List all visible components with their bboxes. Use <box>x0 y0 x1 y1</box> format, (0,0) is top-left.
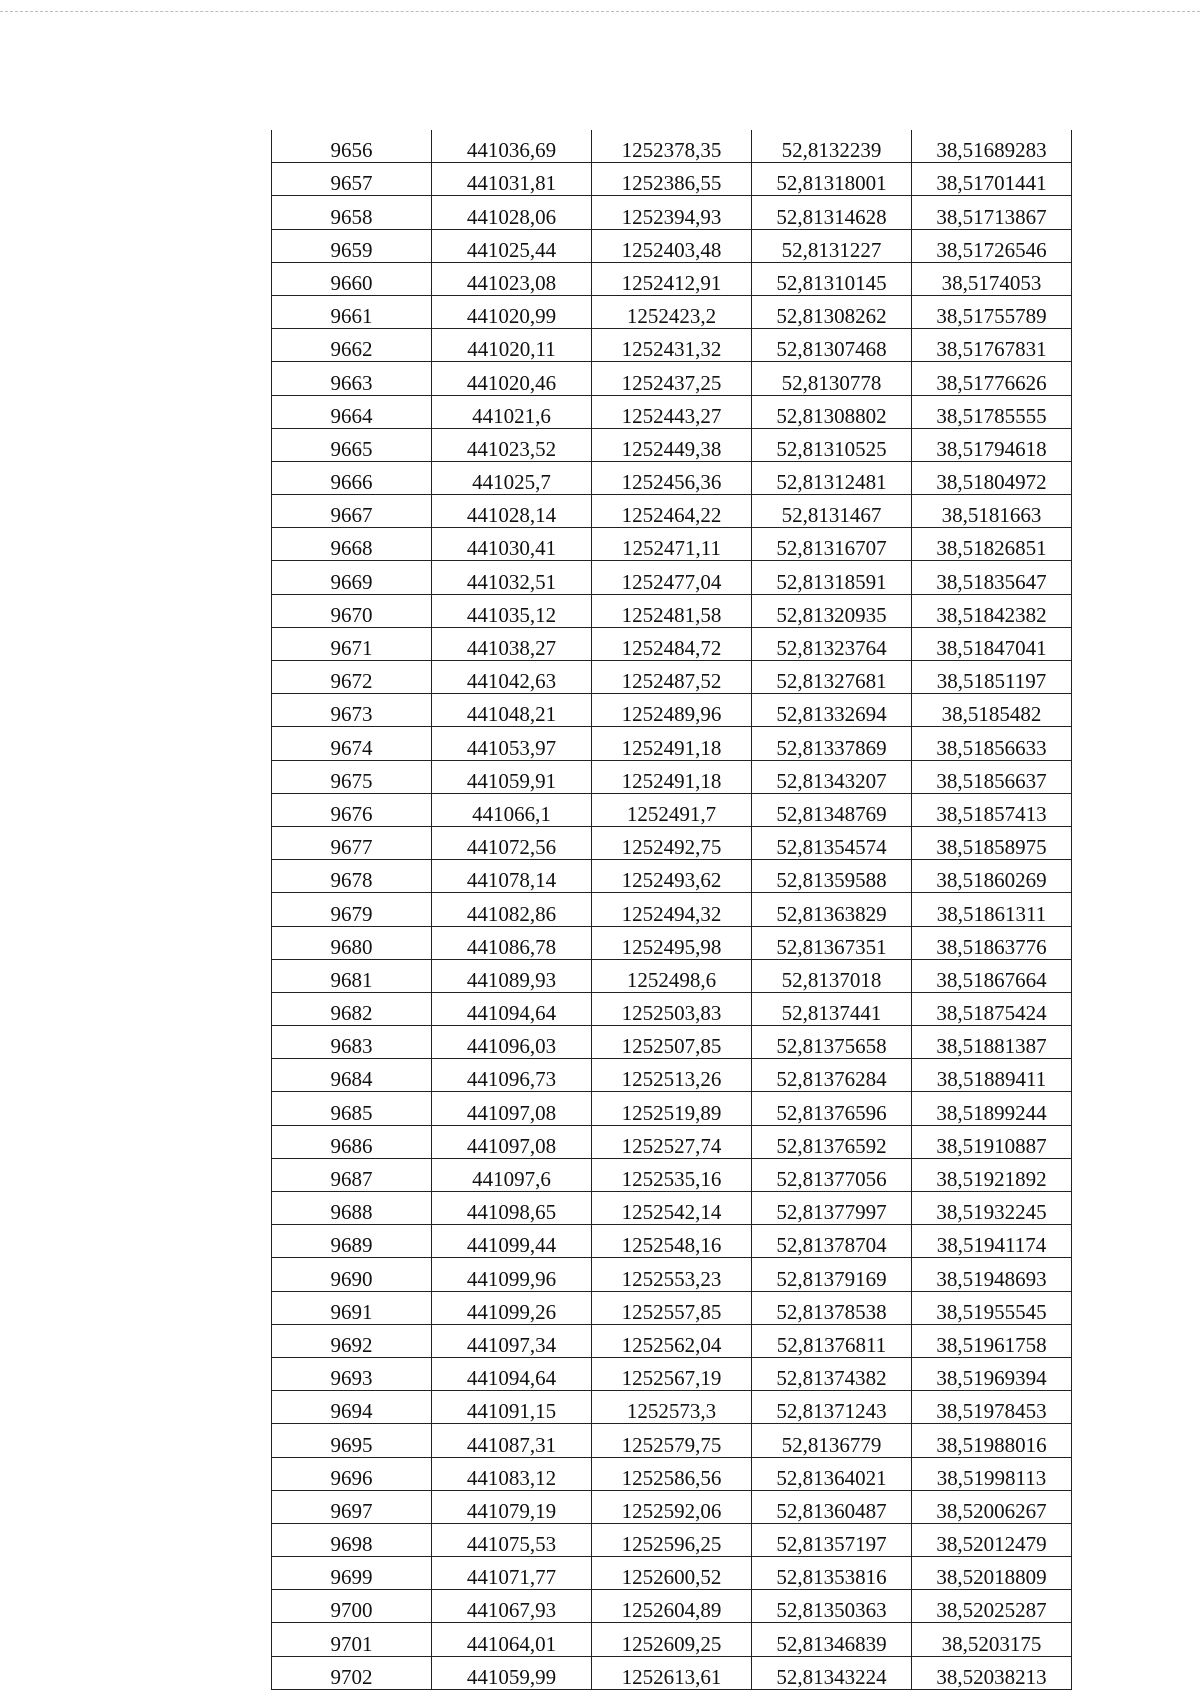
table-row <box>272 694 1072 727</box>
x-coordinate-cell: 441087,31 <box>432 1424 592 1457</box>
point-number-cell: 9687 <box>272 1158 432 1191</box>
longitude-cell: 38,51713867 <box>912 196 1072 229</box>
y-coordinate-cell: 1252449,38 <box>592 428 752 461</box>
table-row <box>272 528 1072 561</box>
table-row <box>272 1225 1072 1258</box>
y-coordinate-cell: 1252613,61 <box>592 1656 752 1689</box>
latitude-cell: 52,81371243 <box>752 1391 912 1424</box>
x-coordinate-cell: 441083,12 <box>432 1457 592 1490</box>
point-number-cell: 9693 <box>272 1357 432 1390</box>
table-row <box>272 1656 1072 1689</box>
latitude-cell: 52,81318001 <box>752 163 912 196</box>
x-coordinate-cell: 441064,01 <box>432 1623 592 1656</box>
point-number-cell: 9672 <box>272 661 432 694</box>
point-number-cell: 9656 <box>272 130 432 163</box>
point-number-cell: 9694 <box>272 1391 432 1424</box>
latitude-cell: 52,81364021 <box>752 1457 912 1490</box>
table-row <box>272 627 1072 660</box>
x-coordinate-cell: 441020,99 <box>432 295 592 328</box>
table-row <box>272 561 1072 594</box>
x-coordinate-cell: 441079,19 <box>432 1490 592 1523</box>
point-number-cell: 9675 <box>272 760 432 793</box>
point-number-cell: 9702 <box>272 1656 432 1689</box>
x-coordinate-cell: 441091,15 <box>432 1391 592 1424</box>
longitude-cell: 38,51776626 <box>912 362 1072 395</box>
point-number-cell: 9681 <box>272 959 432 992</box>
x-coordinate-cell: 441097,08 <box>432 1125 592 1158</box>
table-row <box>272 1026 1072 1059</box>
longitude-cell: 38,51921892 <box>912 1158 1072 1191</box>
longitude-cell: 38,51804972 <box>912 461 1072 494</box>
y-coordinate-cell: 1252443,27 <box>592 395 752 428</box>
point-number-cell: 9684 <box>272 1059 432 1092</box>
x-coordinate-cell: 441094,64 <box>432 1357 592 1390</box>
table-row <box>272 1490 1072 1523</box>
table-row <box>272 461 1072 494</box>
table-row <box>272 1059 1072 1092</box>
latitude-cell: 52,8137018 <box>752 959 912 992</box>
latitude-cell: 52,81367351 <box>752 926 912 959</box>
longitude-cell: 38,51755789 <box>912 295 1072 328</box>
x-coordinate-cell: 441020,46 <box>432 362 592 395</box>
latitude-cell: 52,81332694 <box>752 694 912 727</box>
point-number-cell: 9696 <box>272 1457 432 1490</box>
x-coordinate-cell: 441072,56 <box>432 826 592 859</box>
latitude-cell: 52,81314628 <box>752 196 912 229</box>
point-number-cell: 9663 <box>272 362 432 395</box>
x-coordinate-cell: 441025,44 <box>432 229 592 262</box>
longitude-cell: 38,51861311 <box>912 893 1072 926</box>
x-coordinate-cell: 441082,86 <box>432 893 592 926</box>
table-row <box>272 1158 1072 1191</box>
latitude-cell: 52,81327681 <box>752 661 912 694</box>
x-coordinate-cell: 441035,12 <box>432 594 592 627</box>
point-number-cell: 9676 <box>272 793 432 826</box>
latitude-cell: 52,81376592 <box>752 1125 912 1158</box>
y-coordinate-cell: 1252527,74 <box>592 1125 752 1158</box>
latitude-cell: 52,81376284 <box>752 1059 912 1092</box>
table-row <box>272 196 1072 229</box>
point-number-cell: 9665 <box>272 428 432 461</box>
longitude-cell: 38,51955545 <box>912 1291 1072 1324</box>
table-row <box>272 229 1072 262</box>
x-coordinate-cell: 441059,91 <box>432 760 592 793</box>
point-number-cell: 9660 <box>272 262 432 295</box>
table-row <box>272 1457 1072 1490</box>
longitude-cell: 38,51899244 <box>912 1092 1072 1125</box>
x-coordinate-cell: 441096,73 <box>432 1059 592 1092</box>
point-number-cell: 9674 <box>272 727 432 760</box>
point-number-cell: 9670 <box>272 594 432 627</box>
longitude-cell: 38,51826851 <box>912 528 1072 561</box>
longitude-cell: 38,51998113 <box>912 1457 1072 1490</box>
latitude-cell: 52,81374382 <box>752 1357 912 1390</box>
latitude-cell: 52,81318591 <box>752 561 912 594</box>
table-row <box>272 893 1072 926</box>
point-number-cell: 9690 <box>272 1258 432 1291</box>
latitude-cell: 52,81323764 <box>752 627 912 660</box>
point-number-cell: 9688 <box>272 1192 432 1225</box>
table-row <box>272 1590 1072 1623</box>
table-row <box>272 1092 1072 1125</box>
y-coordinate-cell: 1252557,85 <box>592 1291 752 1324</box>
longitude-cell: 38,51932245 <box>912 1192 1072 1225</box>
longitude-cell: 38,51988016 <box>912 1424 1072 1457</box>
y-coordinate-cell: 1252423,2 <box>592 295 752 328</box>
table-row <box>272 1291 1072 1324</box>
x-coordinate-cell: 441099,96 <box>432 1258 592 1291</box>
latitude-cell: 52,81363829 <box>752 893 912 926</box>
longitude-cell: 38,51860269 <box>912 860 1072 893</box>
table-row <box>272 1357 1072 1390</box>
x-coordinate-cell: 441097,34 <box>432 1324 592 1357</box>
latitude-cell: 52,81320935 <box>752 594 912 627</box>
x-coordinate-cell: 441023,52 <box>432 428 592 461</box>
y-coordinate-cell: 1252437,25 <box>592 362 752 395</box>
point-number-cell: 9668 <box>272 528 432 561</box>
x-coordinate-cell: 441098,65 <box>432 1192 592 1225</box>
point-number-cell: 9678 <box>272 860 432 893</box>
longitude-cell: 38,51767831 <box>912 329 1072 362</box>
point-number-cell: 9677 <box>272 826 432 859</box>
longitude-cell: 38,51941174 <box>912 1225 1072 1258</box>
latitude-cell: 52,81378538 <box>752 1291 912 1324</box>
x-coordinate-cell: 441078,14 <box>432 860 592 893</box>
table-row <box>272 163 1072 196</box>
y-coordinate-cell: 1252431,32 <box>592 329 752 362</box>
y-coordinate-cell: 1252579,75 <box>592 1424 752 1457</box>
latitude-cell: 52,81357197 <box>752 1523 912 1556</box>
longitude-cell: 38,51726546 <box>912 229 1072 262</box>
x-coordinate-cell: 441025,7 <box>432 461 592 494</box>
table-row <box>272 1623 1072 1656</box>
y-coordinate-cell: 1252491,18 <box>592 760 752 793</box>
latitude-cell: 52,81307468 <box>752 329 912 362</box>
latitude-cell: 52,8131467 <box>752 495 912 528</box>
longitude-cell: 38,51856637 <box>912 760 1072 793</box>
latitude-cell: 52,81350363 <box>752 1590 912 1623</box>
x-coordinate-cell: 441053,97 <box>432 727 592 760</box>
longitude-cell: 38,51881387 <box>912 1026 1072 1059</box>
latitude-cell: 52,81359588 <box>752 860 912 893</box>
table-row <box>272 395 1072 428</box>
longitude-cell: 38,51910887 <box>912 1125 1072 1158</box>
latitude-cell: 52,8130778 <box>752 362 912 395</box>
y-coordinate-cell: 1252403,48 <box>592 229 752 262</box>
x-coordinate-cell: 441028,06 <box>432 196 592 229</box>
y-coordinate-cell: 1252489,96 <box>592 694 752 727</box>
y-coordinate-cell: 1252600,52 <box>592 1557 752 1590</box>
y-coordinate-cell: 1252542,14 <box>592 1192 752 1225</box>
point-number-cell: 9671 <box>272 627 432 660</box>
table-row <box>272 1125 1072 1158</box>
y-coordinate-cell: 1252513,26 <box>592 1059 752 1092</box>
point-number-cell: 9699 <box>272 1557 432 1590</box>
latitude-cell: 52,81378704 <box>752 1225 912 1258</box>
table-row <box>272 495 1072 528</box>
table-row <box>272 1192 1072 1225</box>
longitude-cell: 38,51969394 <box>912 1357 1072 1390</box>
latitude-cell: 52,81353816 <box>752 1557 912 1590</box>
table-row <box>272 1258 1072 1291</box>
longitude-cell: 38,51858975 <box>912 826 1072 859</box>
longitude-cell: 38,5203175 <box>912 1623 1072 1656</box>
y-coordinate-cell: 1252586,56 <box>592 1457 752 1490</box>
longitude-cell: 38,51867664 <box>912 959 1072 992</box>
longitude-cell: 38,51785555 <box>912 395 1072 428</box>
point-number-cell: 9673 <box>272 694 432 727</box>
longitude-cell: 38,51701441 <box>912 163 1072 196</box>
page-top-rule <box>0 11 1200 12</box>
latitude-cell: 52,8131227 <box>752 229 912 262</box>
table-row <box>272 959 1072 992</box>
y-coordinate-cell: 1252378,35 <box>592 130 752 163</box>
longitude-cell: 38,51961758 <box>912 1324 1072 1357</box>
longitude-cell: 38,52025287 <box>912 1590 1072 1623</box>
table-row <box>272 661 1072 694</box>
y-coordinate-cell: 1252573,3 <box>592 1391 752 1424</box>
point-number-cell: 9692 <box>272 1324 432 1357</box>
longitude-cell: 38,5181663 <box>912 495 1072 528</box>
point-number-cell: 9664 <box>272 395 432 428</box>
point-number-cell: 9700 <box>272 1590 432 1623</box>
point-number-cell: 9657 <box>272 163 432 196</box>
x-coordinate-cell: 441075,53 <box>432 1523 592 1556</box>
table-row <box>272 130 1072 163</box>
x-coordinate-cell: 441020,11 <box>432 329 592 362</box>
y-coordinate-cell: 1252477,04 <box>592 561 752 594</box>
point-number-cell: 9666 <box>272 461 432 494</box>
latitude-cell: 52,81308802 <box>752 395 912 428</box>
table-row <box>272 362 1072 395</box>
longitude-cell: 38,5174053 <box>912 262 1072 295</box>
table-row <box>272 793 1072 826</box>
y-coordinate-cell: 1252495,98 <box>592 926 752 959</box>
table-row <box>272 1523 1072 1556</box>
y-coordinate-cell: 1252491,7 <box>592 793 752 826</box>
y-coordinate-cell: 1252519,89 <box>592 1092 752 1125</box>
point-number-cell: 9658 <box>272 196 432 229</box>
latitude-cell: 52,8137441 <box>752 992 912 1025</box>
x-coordinate-cell: 441023,08 <box>432 262 592 295</box>
table-row <box>272 329 1072 362</box>
x-coordinate-cell: 441059,99 <box>432 1656 592 1689</box>
longitude-cell: 38,51889411 <box>912 1059 1072 1092</box>
x-coordinate-cell: 441028,14 <box>432 495 592 528</box>
y-coordinate-cell: 1252507,85 <box>592 1026 752 1059</box>
x-coordinate-cell: 441086,78 <box>432 926 592 959</box>
longitude-cell: 38,52038213 <box>912 1656 1072 1689</box>
latitude-cell: 52,81346839 <box>752 1623 912 1656</box>
latitude-cell: 52,81348769 <box>752 793 912 826</box>
y-coordinate-cell: 1252386,55 <box>592 163 752 196</box>
table-row <box>272 262 1072 295</box>
y-coordinate-cell: 1252484,72 <box>592 627 752 660</box>
x-coordinate-cell: 441031,81 <box>432 163 592 196</box>
x-coordinate-cell: 441071,77 <box>432 1557 592 1590</box>
x-coordinate-cell: 441096,03 <box>432 1026 592 1059</box>
y-coordinate-cell: 1252464,22 <box>592 495 752 528</box>
x-coordinate-cell: 441030,41 <box>432 528 592 561</box>
point-number-cell: 9669 <box>272 561 432 594</box>
table-row <box>272 926 1072 959</box>
y-coordinate-cell: 1252412,91 <box>592 262 752 295</box>
x-coordinate-cell: 441038,27 <box>432 627 592 660</box>
longitude-cell: 38,51948693 <box>912 1258 1072 1291</box>
y-coordinate-cell: 1252604,89 <box>592 1590 752 1623</box>
longitude-cell: 38,51794618 <box>912 428 1072 461</box>
point-number-cell: 9695 <box>272 1424 432 1457</box>
x-coordinate-cell: 441099,26 <box>432 1291 592 1324</box>
y-coordinate-cell: 1252394,93 <box>592 196 752 229</box>
table-row <box>272 727 1072 760</box>
y-coordinate-cell: 1252456,36 <box>592 461 752 494</box>
longitude-cell: 38,51835647 <box>912 561 1072 594</box>
y-coordinate-cell: 1252492,75 <box>592 826 752 859</box>
latitude-cell: 52,81310145 <box>752 262 912 295</box>
table-row <box>272 1391 1072 1424</box>
x-coordinate-cell: 441097,6 <box>432 1158 592 1191</box>
y-coordinate-cell: 1252503,83 <box>592 992 752 1025</box>
latitude-cell: 52,81377056 <box>752 1158 912 1191</box>
longitude-cell: 38,5185482 <box>912 694 1072 727</box>
x-coordinate-cell: 441066,1 <box>432 793 592 826</box>
latitude-cell: 52,81377997 <box>752 1192 912 1225</box>
x-coordinate-cell: 441048,21 <box>432 694 592 727</box>
x-coordinate-cell: 441094,64 <box>432 992 592 1025</box>
y-coordinate-cell: 1252592,06 <box>592 1490 752 1523</box>
table-row <box>272 594 1072 627</box>
y-coordinate-cell: 1252481,58 <box>592 594 752 627</box>
longitude-cell: 38,51863776 <box>912 926 1072 959</box>
y-coordinate-cell: 1252567,19 <box>592 1357 752 1390</box>
y-coordinate-cell: 1252494,32 <box>592 893 752 926</box>
latitude-cell: 52,81360487 <box>752 1490 912 1523</box>
longitude-cell: 38,52012479 <box>912 1523 1072 1556</box>
x-coordinate-cell: 441067,93 <box>432 1590 592 1623</box>
longitude-cell: 38,51856633 <box>912 727 1072 760</box>
table-row <box>272 1424 1072 1457</box>
point-number-cell: 9701 <box>272 1623 432 1656</box>
coordinates-table-body <box>272 130 1072 1689</box>
latitude-cell: 52,81312481 <box>752 461 912 494</box>
table-row <box>272 760 1072 793</box>
y-coordinate-cell: 1252487,52 <box>592 661 752 694</box>
latitude-cell: 52,81379169 <box>752 1258 912 1291</box>
longitude-cell: 38,51842382 <box>912 594 1072 627</box>
y-coordinate-cell: 1252491,18 <box>592 727 752 760</box>
y-coordinate-cell: 1252609,25 <box>592 1623 752 1656</box>
longitude-cell: 38,51875424 <box>912 992 1072 1025</box>
y-coordinate-cell: 1252562,04 <box>592 1324 752 1357</box>
point-number-cell: 9685 <box>272 1092 432 1125</box>
longitude-cell: 38,51857413 <box>912 793 1072 826</box>
point-number-cell: 9683 <box>272 1026 432 1059</box>
y-coordinate-cell: 1252553,23 <box>592 1258 752 1291</box>
longitude-cell: 38,51851197 <box>912 661 1072 694</box>
point-number-cell: 9689 <box>272 1225 432 1258</box>
point-number-cell: 9662 <box>272 329 432 362</box>
point-number-cell: 9667 <box>272 495 432 528</box>
longitude-cell: 38,52018809 <box>912 1557 1072 1590</box>
latitude-cell: 52,81354574 <box>752 826 912 859</box>
x-coordinate-cell: 441032,51 <box>432 561 592 594</box>
point-number-cell: 9698 <box>272 1523 432 1556</box>
x-coordinate-cell: 441036,69 <box>432 130 592 163</box>
point-number-cell: 9680 <box>272 926 432 959</box>
coordinates-table <box>271 130 1072 1690</box>
longitude-cell: 38,52006267 <box>912 1490 1072 1523</box>
point-number-cell: 9679 <box>272 893 432 926</box>
latitude-cell: 52,81308262 <box>752 295 912 328</box>
table-row <box>272 992 1072 1025</box>
x-coordinate-cell: 441042,63 <box>432 661 592 694</box>
y-coordinate-cell: 1252596,25 <box>592 1523 752 1556</box>
latitude-cell: 52,81337869 <box>752 727 912 760</box>
point-number-cell: 9697 <box>272 1490 432 1523</box>
point-number-cell: 9691 <box>272 1291 432 1324</box>
longitude-cell: 38,51978453 <box>912 1391 1072 1424</box>
latitude-cell: 52,81343207 <box>752 760 912 793</box>
y-coordinate-cell: 1252498,6 <box>592 959 752 992</box>
table-row <box>272 428 1072 461</box>
y-coordinate-cell: 1252471,11 <box>592 528 752 561</box>
x-coordinate-cell: 441021,6 <box>432 395 592 428</box>
latitude-cell: 52,81376596 <box>752 1092 912 1125</box>
latitude-cell: 52,81310525 <box>752 428 912 461</box>
table-row <box>272 860 1072 893</box>
point-number-cell: 9661 <box>272 295 432 328</box>
y-coordinate-cell: 1252493,62 <box>592 860 752 893</box>
point-number-cell: 9686 <box>272 1125 432 1158</box>
table-row <box>272 1557 1072 1590</box>
latitude-cell: 52,81343224 <box>752 1656 912 1689</box>
latitude-cell: 52,8136779 <box>752 1424 912 1457</box>
point-number-cell: 9659 <box>272 229 432 262</box>
x-coordinate-cell: 441097,08 <box>432 1092 592 1125</box>
longitude-cell: 38,51689283 <box>912 130 1072 163</box>
latitude-cell: 52,8132239 <box>752 130 912 163</box>
x-coordinate-cell: 441089,93 <box>432 959 592 992</box>
latitude-cell: 52,81316707 <box>752 528 912 561</box>
y-coordinate-cell: 1252548,16 <box>592 1225 752 1258</box>
y-coordinate-cell: 1252535,16 <box>592 1158 752 1191</box>
point-number-cell: 9682 <box>272 992 432 1025</box>
x-coordinate-cell: 441099,44 <box>432 1225 592 1258</box>
latitude-cell: 52,81375658 <box>752 1026 912 1059</box>
table-row <box>272 295 1072 328</box>
longitude-cell: 38,51847041 <box>912 627 1072 660</box>
table-row <box>272 1324 1072 1357</box>
table-row <box>272 826 1072 859</box>
latitude-cell: 52,81376811 <box>752 1324 912 1357</box>
